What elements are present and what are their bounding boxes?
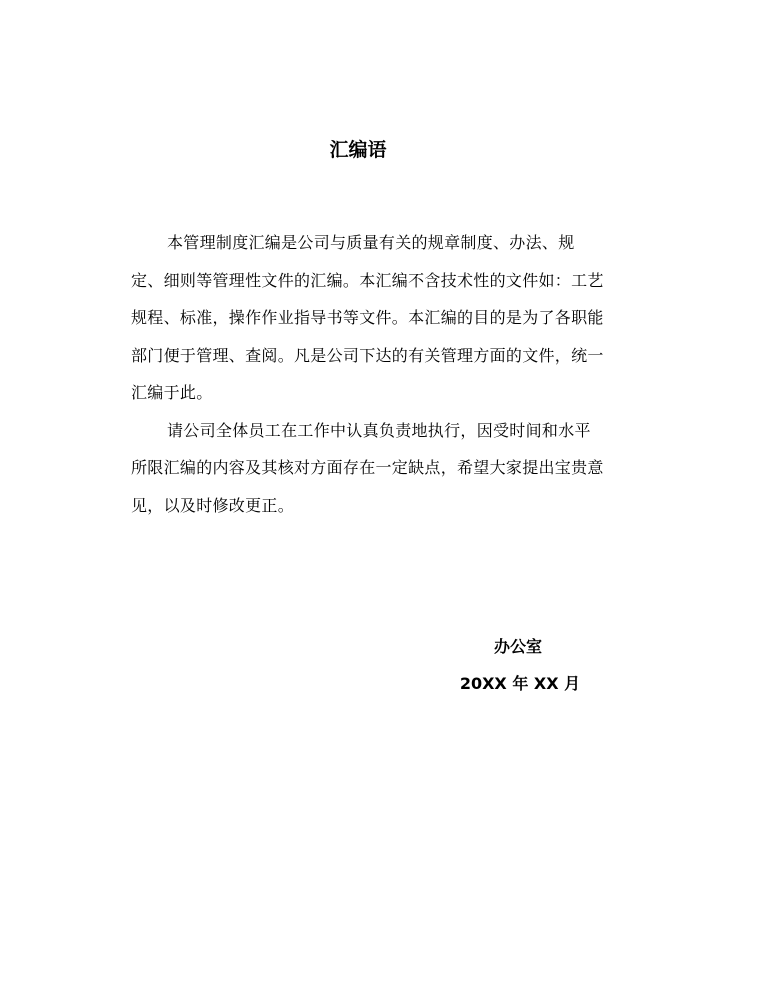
document-body: [131, 224, 606, 524]
signature-department: 办公室: [493, 637, 542, 656]
paragraph-2: 请公司全体员工在工作中认真负责地执行，因受时间和水平所限汇编的内容及其核对方面存在一定缺点，希望大家提出宝贵意见，以及时修改更正。: [131, 420, 604, 515]
signature-date: 20XX 年 XX 月: [459, 674, 581, 693]
paragraph-1: 本管理制度汇编是公司与质量有关的规章制度、办法、规定、细则等管理性文件的汇编。本汇编不含技术性的文件如：工艺规程、标准，操作作业指导书等文件。本汇编的目的是为了各职能部门便于管理、查阅。凡是公司下达的有关管理方面的文件，统一汇编于此。: [131, 233, 604, 402]
document-title: 汇编语: [329, 139, 387, 161]
